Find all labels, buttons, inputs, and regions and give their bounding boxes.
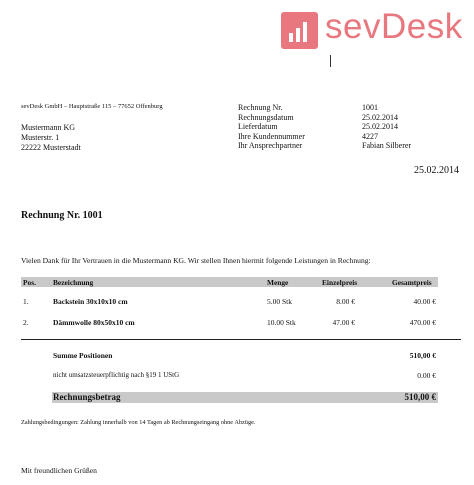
invoice-title: Rechnung Nr. 1001 <box>21 210 103 221</box>
row-total-price: 40.00 € <box>413 297 436 306</box>
recipient-street: Musterstr. 1 <box>21 133 60 142</box>
intro-text: Vielen Dank für Ihr Vertrauen in die Mustermann KG. Wir stellen Ihnen hiermit folgende Leistungen in Rechnung: <box>21 256 371 265</box>
row-unit-price: 47.00 € <box>332 318 355 327</box>
invoice-meta-labels <box>238 103 305 151</box>
meta-label: Rechnung Nr. <box>238 103 283 112</box>
recipient-name: Mustermann KG <box>21 123 75 132</box>
table-divider <box>21 339 461 340</box>
row-pos: 1. <box>23 297 29 306</box>
tax-note: nicht umsatzsteuerpflichtig nach §19 1 UStG <box>53 371 180 379</box>
row-unit-price: 8.00 € <box>336 297 355 306</box>
header-pos: Pos. <box>23 278 36 287</box>
logo-text: sevDesk <box>325 7 463 46</box>
invoice-date: 25.02.2014 <box>414 165 459 176</box>
meta-value: 25.02.2014 <box>362 112 398 122</box>
invoice-meta-values <box>362 103 411 151</box>
row-quantity: 5.00 Stk <box>267 297 293 306</box>
meta-value: Fabian Silberer <box>362 141 412 150</box>
header-total-price: Gesamtpreis <box>392 278 432 287</box>
row-description: Backstein 30x10x10 cm <box>53 297 128 306</box>
sender-line: sevDesk GmbH – Hauptstraße 115 – 77652 Offenburg <box>21 103 163 110</box>
meta-label: Ihre Kundennummer <box>238 131 305 141</box>
recipient-city: 22222 Musterstadt <box>21 143 81 152</box>
meta-label: Rechnungsdatum <box>238 112 294 122</box>
summary-positions-value: 510,00 € <box>409 351 436 360</box>
tax-value: 0.00 € <box>417 371 436 380</box>
meta-label: Ihr Ansprechpartner <box>238 141 303 150</box>
row-quantity: 10.00 Stk <box>267 318 296 327</box>
text-cursor <box>330 55 331 67</box>
header-quantity: Menge <box>267 278 289 287</box>
payment-terms: Zahlungsbedingungen: Zahlung innerhalb von 14 Tagen ab Rechnungseingang ohne Abzüge. <box>21 419 256 426</box>
row-total-price: 470.00 € <box>409 318 436 327</box>
recipient-address <box>21 123 81 153</box>
header-description: Bezeichnung <box>53 278 94 287</box>
row-pos: 2. <box>23 318 29 327</box>
meta-value: 4227 <box>362 131 378 141</box>
header-unit-price: Einzelpreis <box>322 278 358 287</box>
invoice-total-value: 510,00 € <box>404 392 436 402</box>
invoice-total-label: Rechnungsbetrag <box>53 392 121 402</box>
sevdesk-logo-icon <box>281 12 318 49</box>
summary-positions-label: Summe Positionen <box>53 351 113 360</box>
meta-value: 25.02.2014 <box>362 122 398 131</box>
closing-greeting: Mit freundlichen Grüßen <box>21 466 97 475</box>
meta-value: 1001 <box>362 103 378 112</box>
meta-label: Lieferdatum <box>238 122 278 131</box>
row-description: Dämmwolle 80x50x10 cm <box>53 318 135 327</box>
